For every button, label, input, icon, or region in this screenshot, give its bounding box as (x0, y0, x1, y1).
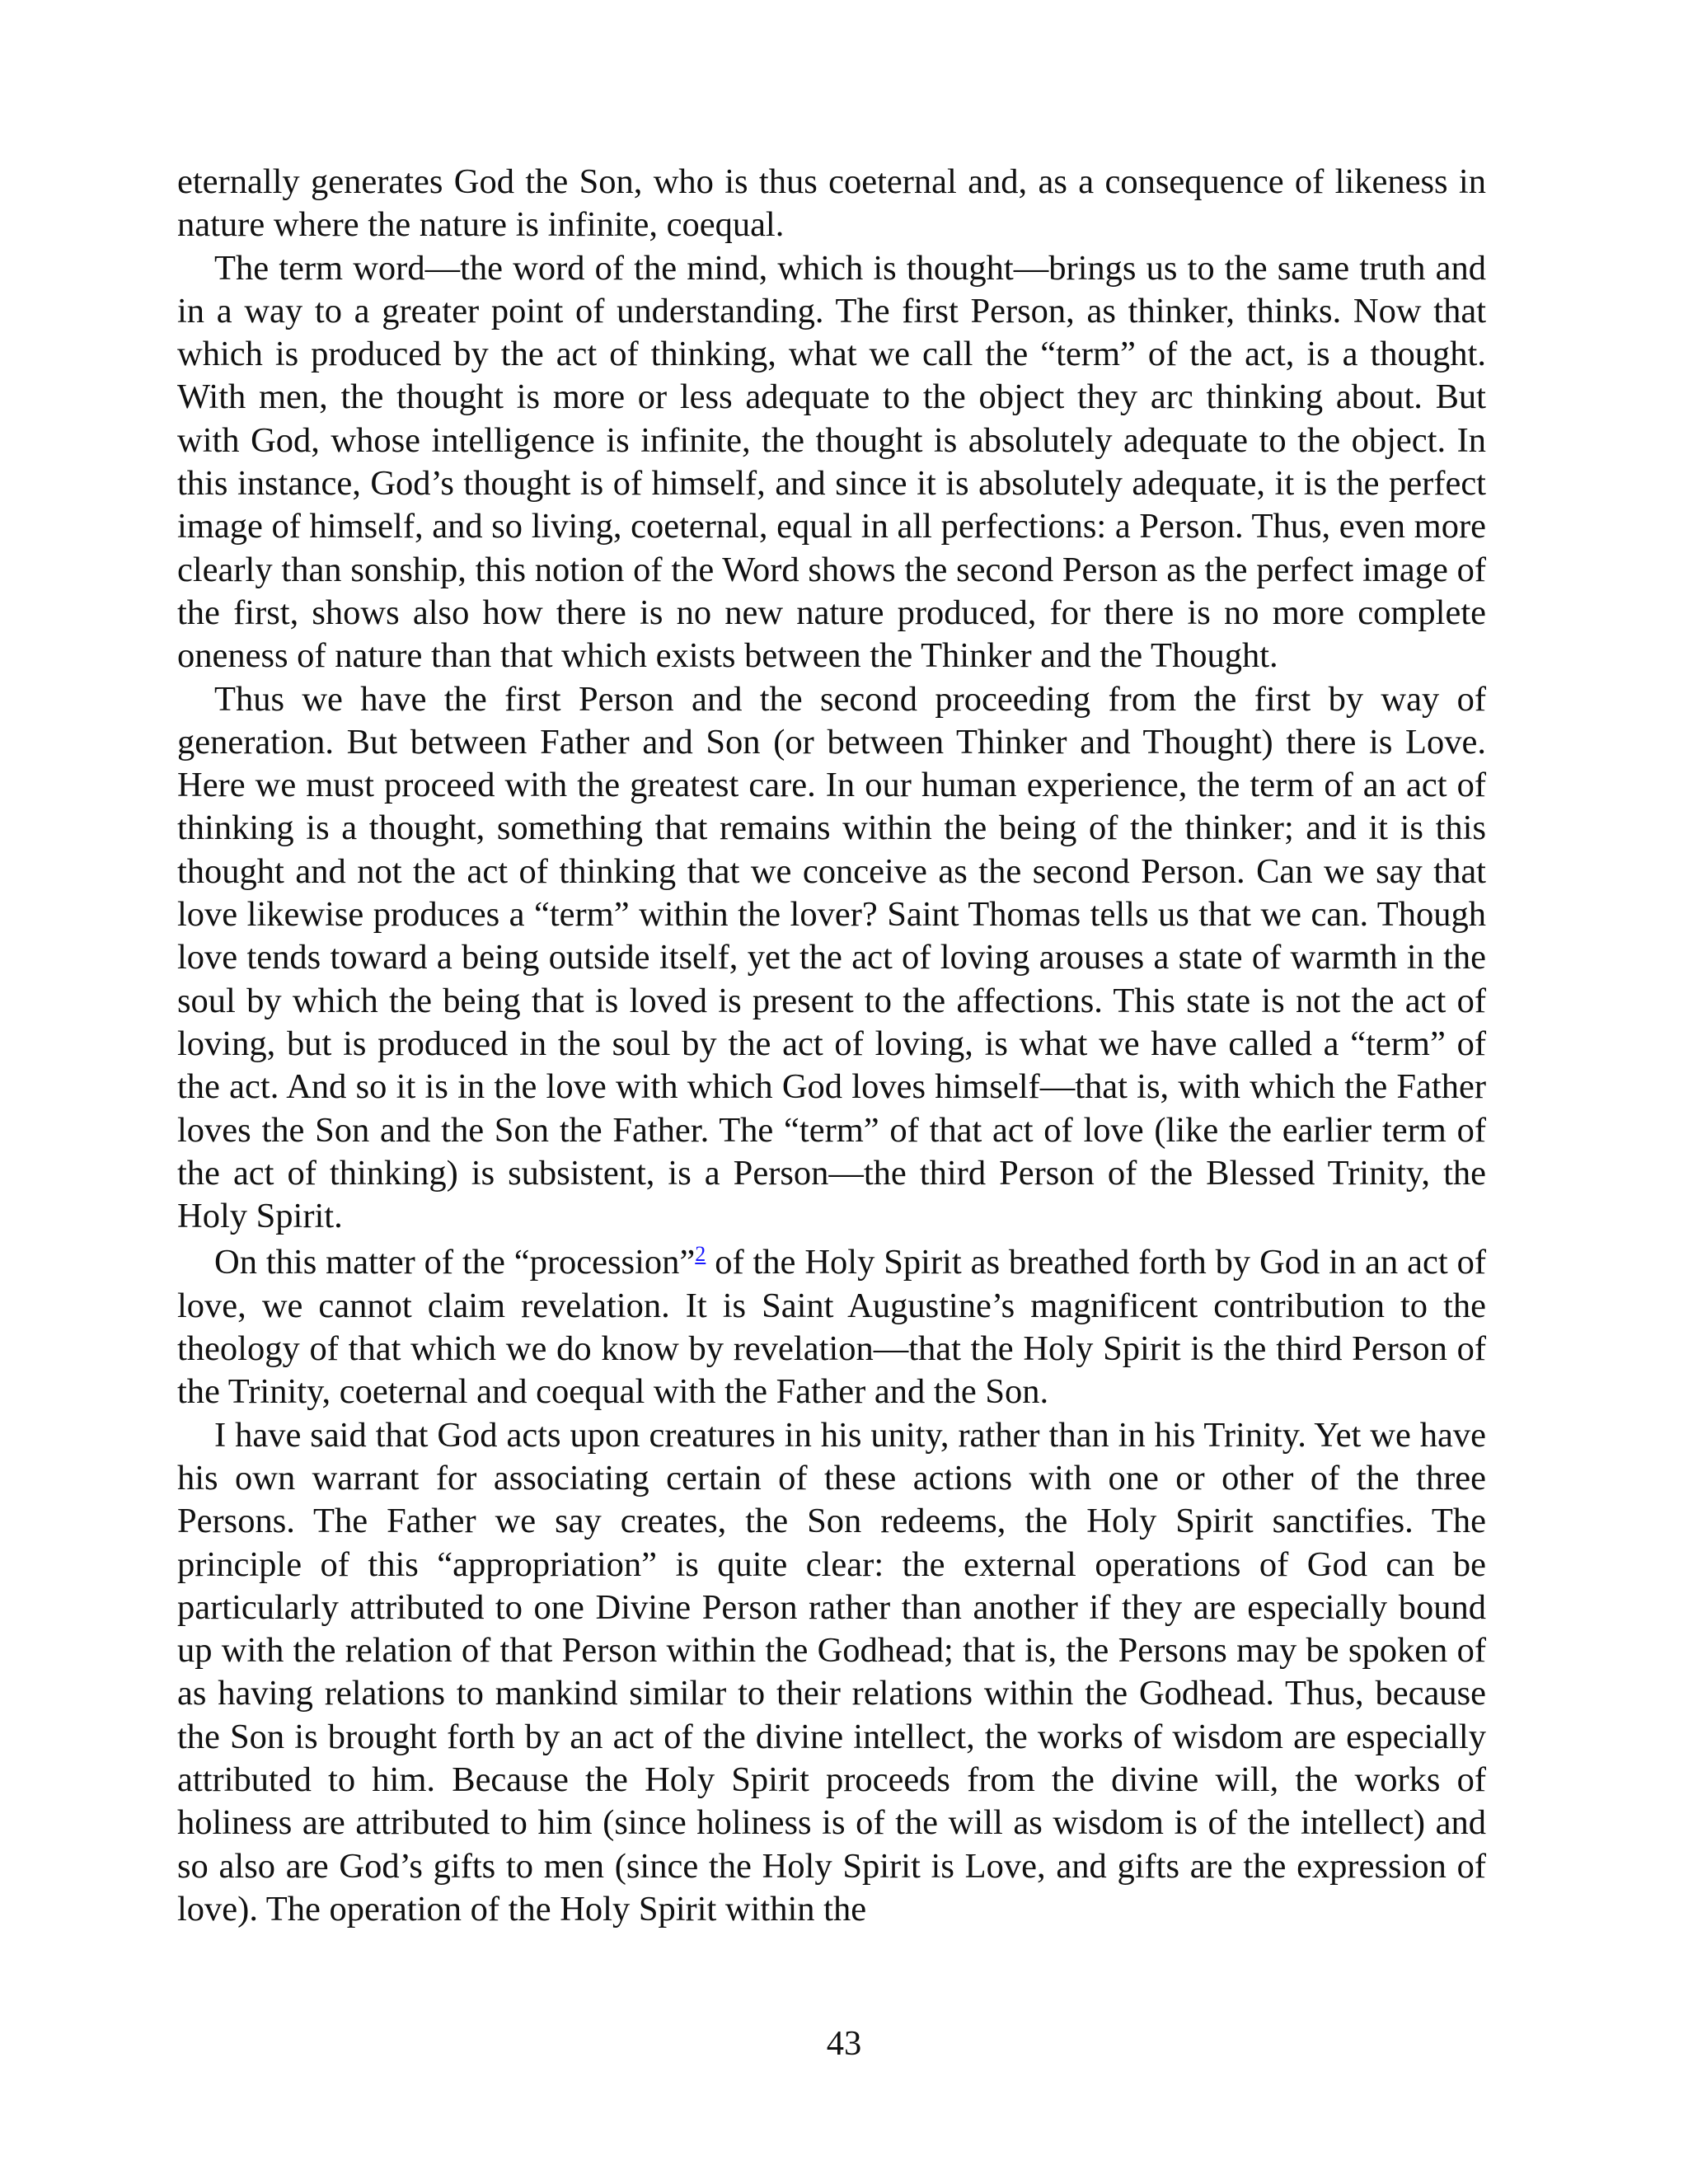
paragraph-text-after-footnote: of the Holy Spirit as breathed forth by God in an act of love, we cannot claim revelation. It is Saint Augustine’s magnificent contribution to the theology of that which we do know by revelation—that the Holy Spirit is the third Person of the Trinity, coeternal and coequal with the Father and the Son. (177, 1243, 1487, 1412)
paragraph-love-procession: Thus we have the first Person and the second proceeding from the first by way of generation. But between Father and Son (or between Thinker and Thought) there is Love. Here we must proceed with the greatest care. In our human experience, the term of an act of thinking is a thought, something that remains within the being of the thinker; and it is this thought and not the act of thinking that we conceive as the second Person. Can we say that love likewise produces a “term” within the lover? Saint Thomas tells us that we can. Though love tends toward a being outside itself, yet the act of loving arouses a state of warmth in the soul by which the being that is loved is present to the affections. This state is not the act of loving, but is produced in the soul by the act of loving, is what we have called a “term” of the act. And so it is in the love with which God loves himself—that is, with which the Father loves the Son and the Son the Father. The “term” of that act of love (like the earlier term of the act of thinking) is subsistent, is a Person—the third Person of the Blessed Trinity, the Holy Spirit. (177, 679, 1486, 1236)
paragraph-word-of-the-mind: The term word—the word of the mind, which is thought—brings us to the same truth and in a way to a greater point of understanding. The first Person, as thinker, thinks. Now that which is produced by the act of thinking, what we call the “term” of the act, is a thought. With men, the thought is more or less adequate to the object they arc thinking about. But with God, whose intelligence is infinite, the thought is absolutely adequate to the object. In this instance, God’s thought is of himself, and since it is absolutely adequate, it is the perfect image of himself, and so living, coeternal, equal in all perfections: a Person. Thus, even more clearly than sonship, this notion of the Word shows the second Person as the perfect image of the first, shows also how there is no new nature produced, for there is no more complete oneness of nature than that which exists between the Thinker and the Thought. (177, 248, 1486, 676)
paragraph-appropriation: I have said that God acts upon creatures in his unity, rather than in his Trinity. Yet we have his own warrant for associating certain of these actions with one or other of the three Persons. The Father we say creates, the Son redeems, the Holy Spirit sanctifies. The principle of this “appropriation” is quite clear: the external operations of God can be particularly attributed to one Divine Person rather than another if they are especially bound up with the relation of that Person within the Godhead; that is, the Persons may be spoken of as having relations to mankind similar to their relations within the Godhead. Thus, because the Son is brought forth by an act of the divine intellect, the works of wisdom are especially attributed to him. Because the Holy Spirit proceeds from the divine will, the works of holiness are attributed to him (since holiness is of the will as wisdom is of the intellect) and so also are God’s gifts to men (since the Holy Spirit is Love, and gifts are the expression of love). The operation of the Holy Spirit within the (177, 1415, 1486, 1929)
paragraph-text-before-footnote: On this matter of the “procession” (214, 1243, 696, 1282)
footnote-reference-link[interactable]: 2 (695, 1242, 706, 1267)
paragraph-continuation: eternally generates God the Son, who is thus coeternal and, as a consequence of likeness in nature where the nature is infinite, coequal. (177, 162, 1486, 245)
paragraph-procession-holy-spirit (177, 1241, 1486, 1413)
page-body (177, 161, 1486, 1931)
page-number: 43 (826, 2024, 862, 2063)
